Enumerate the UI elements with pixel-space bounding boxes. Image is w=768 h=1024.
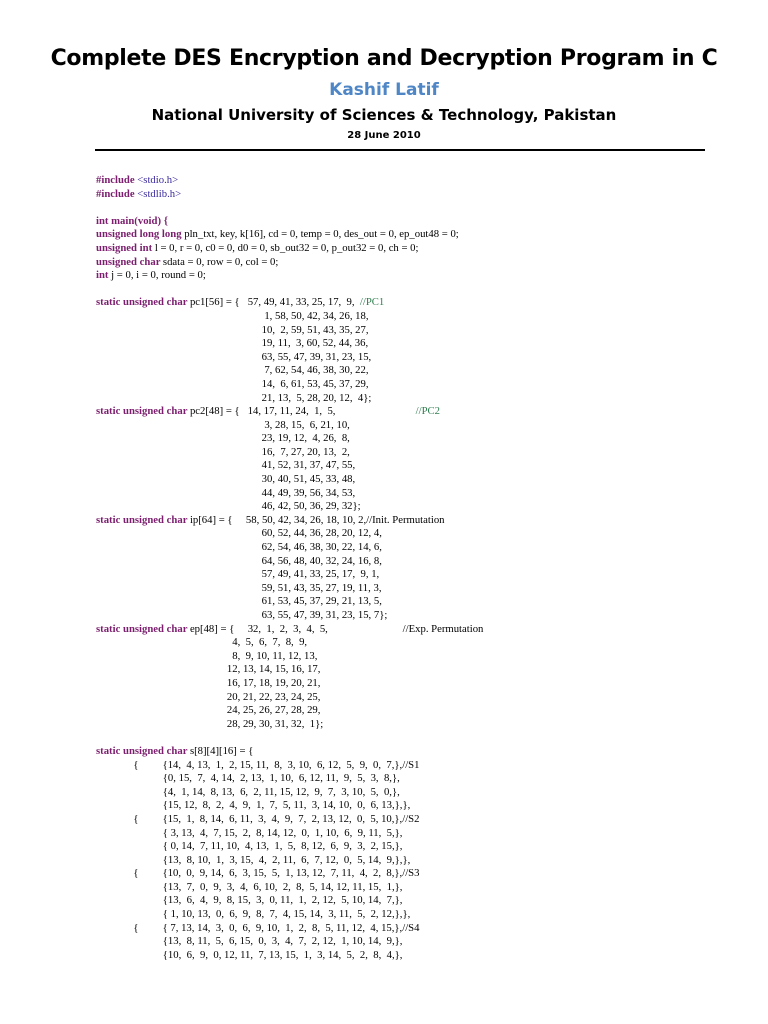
code-text: 24, 25, 26, 27, 28, 29, xyxy=(96,704,321,717)
code-text: 20, 21, 22, 23, 24, 25, xyxy=(96,690,321,703)
code-text: 12, 13, 14, 15, 16, 17, xyxy=(96,663,321,676)
code-keyword: static unsigned char xyxy=(96,405,190,418)
code-text: pc2[48] = { 14, 17, 11, 24, 1, 5, xyxy=(189,405,416,418)
code-text: 62, 54, 46, 38, 30, 22, 14, 6, xyxy=(96,541,382,554)
code-text: 60, 52, 44, 36, 28, 20, 12, 4, xyxy=(96,527,382,540)
code-line xyxy=(96,595,736,609)
code-line xyxy=(96,949,736,963)
code-text: {13, 8, 10, 1, 3, 15, 4, 2, 11, 6, 7, 12, 0, 5, 14, 9,},}, xyxy=(96,853,411,866)
code-text: {15, 12, 8, 2, 4, 9, 1, 7, 5, 11, 3, 14, 10, 0, 6, 13,},}, xyxy=(96,799,411,812)
code-text: { { 7, 13, 14, 3, 0, 6, 9, 10, 1, 2, 8, 5, 11, 12, 4, 15,},//S4 xyxy=(96,921,420,934)
document-date: 28 June 2010 xyxy=(347,130,421,141)
code-line xyxy=(96,337,736,351)
code-line xyxy=(96,378,736,392)
code-line xyxy=(96,296,736,310)
code-keyword: #include xyxy=(96,174,138,186)
code-keyword: unsigned int xyxy=(96,241,155,254)
code-text: 63, 55, 47, 39, 31, 23, 15, xyxy=(96,350,372,363)
code-line xyxy=(96,256,736,270)
code-text: 61, 53, 45, 37, 29, 21, 13, 5, xyxy=(96,595,382,608)
code-line xyxy=(96,215,736,229)
code-line xyxy=(96,527,736,541)
code-text: {4, 1, 14, 8, 13, 6, 2, 11, 15, 12, 9, 7, 3, 10, 5, 0,}, xyxy=(96,785,400,798)
code-text: { {15, 1, 8, 14, 6, 11, 3, 4, 9, 7, 2, 13, 12, 0, 5, 10,},//S2 xyxy=(96,812,420,825)
code-text: {13, 8, 11, 5, 6, 15, 0, 3, 4, 7, 2, 12, 1, 10, 14, 9,}, xyxy=(96,935,403,948)
code-text: ip[64] = { 58, 50, 42, 34, 26, 18, 10, 2,//Init. Permutation xyxy=(189,513,445,526)
code-line xyxy=(96,854,736,868)
code-line xyxy=(96,718,736,732)
code-line xyxy=(96,473,736,487)
code-text: 1, 58, 50, 42, 34, 26, 18, xyxy=(96,309,369,322)
code-text: 41, 52, 31, 37, 47, 55, xyxy=(96,459,356,472)
code-line xyxy=(96,867,736,881)
code-line xyxy=(96,432,736,446)
code-line xyxy=(96,514,736,528)
code-text: {10, 6, 9, 0, 12, 11, 7, 13, 15, 1, 3, 14, 5, 2, 8, 4,}, xyxy=(96,948,403,961)
code-text: 8, 9, 10, 11, 12, 13, xyxy=(96,649,318,662)
code-line xyxy=(96,446,736,460)
code-text: {13, 6, 4, 9, 8, 15, 3, 0, 11, 1, 2, 12, 5, 10, 14, 7,}, xyxy=(96,894,403,907)
code-text: { 3, 13, 4, 7, 15, 2, 8, 14, 12, 0, 1, 10, 6, 9, 11, 5,}, xyxy=(96,826,403,839)
code-line xyxy=(96,840,736,854)
code-text: pc1[56] = { 57, 49, 41, 33, 25, 17, 9, xyxy=(189,296,360,309)
code-line xyxy=(96,759,736,773)
code-line xyxy=(96,568,736,582)
code-line xyxy=(96,419,736,433)
code-text: 4, 5, 6, 7, 8, 9, xyxy=(96,636,308,649)
code-header-name: <stdlib.h> xyxy=(137,187,182,200)
code-line xyxy=(96,269,736,283)
title-divider xyxy=(95,149,705,151)
code-line xyxy=(96,704,736,718)
code-text: {13, 7, 0, 9, 3, 4, 6, 10, 2, 8, 5, 14, 12, 11, 15, 1,}, xyxy=(96,880,403,893)
code-text: 44, 49, 39, 56, 34, 53, xyxy=(96,486,356,499)
code-line xyxy=(96,731,736,745)
code-text: 30, 40, 51, 45, 33, 48, xyxy=(96,473,356,486)
code-text: 63, 55, 47, 39, 31, 23, 15, 7}; xyxy=(96,609,388,621)
code-text: { 0, 14, 7, 11, 10, 4, 13, 1, 5, 8, 12, 6, 9, 3, 2, 15,}, xyxy=(96,840,403,853)
code-line xyxy=(96,799,736,813)
code-line xyxy=(96,745,736,759)
code-line xyxy=(96,827,736,841)
code-keyword: unsigned long long xyxy=(96,228,185,241)
institution: National University of Sciences & Technology, Pakistan xyxy=(151,106,617,124)
code-line xyxy=(96,555,736,569)
author-name: Kashif Latif xyxy=(329,80,439,100)
code-line xyxy=(96,609,736,623)
code-text: { {10, 0, 9, 14, 6, 3, 15, 5, 1, 13, 12, 7, 11, 4, 2, 8,},//S3 xyxy=(96,867,420,880)
code-line xyxy=(96,786,736,800)
code-keyword: static unsigned char xyxy=(96,622,190,635)
code-listing xyxy=(96,174,736,962)
code-line xyxy=(96,500,736,514)
code-line xyxy=(96,351,736,365)
code-text: 14, 6, 61, 53, 45, 37, 29, xyxy=(96,377,369,390)
code-keyword: int xyxy=(96,269,112,282)
code-line xyxy=(96,324,736,338)
code-keyword: unsigned char xyxy=(96,255,163,268)
code-text: 21, 13, 5, 28, 20, 12, 4}; xyxy=(96,391,372,404)
code-line xyxy=(96,582,736,596)
code-line xyxy=(96,623,736,637)
code-line xyxy=(96,677,736,691)
code-keyword: int main(void) { xyxy=(96,214,168,227)
code-line xyxy=(96,459,736,473)
code-text: {0, 15, 7, 4, 14, 2, 13, 1, 10, 6, 12, 11, 9, 5, 3, 8,}, xyxy=(96,772,400,785)
code-line xyxy=(96,663,736,677)
code-line xyxy=(96,636,736,650)
code-text: 16, 7, 27, 20, 13, 2, xyxy=(96,445,350,458)
code-text: 7, 62, 54, 46, 38, 30, 22, xyxy=(96,364,369,377)
code-line xyxy=(96,188,736,202)
code-text: 16, 17, 18, 19, 20, 21, xyxy=(96,676,321,689)
document-title: Complete DES Encryption and Decryption Program in C xyxy=(50,46,718,71)
code-line xyxy=(96,881,736,895)
code-line xyxy=(96,364,736,378)
code-keyword: static unsigned char xyxy=(96,296,190,309)
code-text: ep[48] = { 32, 1, 2, 3, 4, 5, //Exp. Permutation xyxy=(189,622,484,635)
code-keyword: static unsigned char xyxy=(96,744,190,757)
code-line xyxy=(96,650,736,664)
code-text: 3, 28, 15, 6, 21, 10, xyxy=(96,418,350,431)
code-line xyxy=(96,894,736,908)
code-text: s[8][4][16] = { xyxy=(189,744,254,757)
code-text: 19, 11, 3, 60, 52, 44, 36, xyxy=(96,337,369,350)
code-line xyxy=(96,772,736,786)
code-line xyxy=(96,922,736,936)
code-line xyxy=(96,487,736,501)
code-text: 57, 49, 41, 33, 25, 17, 9, 1, xyxy=(96,568,380,581)
code-text: { {14, 4, 13, 1, 2, 15, 11, 8, 3, 10, 6, 12, 5, 9, 0, 7,},//S1 xyxy=(96,758,420,771)
code-text: j = 0, i = 0, round = 0; xyxy=(111,269,206,282)
code-comment: //PC1 xyxy=(359,296,385,309)
code-line xyxy=(96,405,736,419)
code-text: 46, 42, 50, 36, 29, 32}; xyxy=(96,500,361,513)
code-line xyxy=(96,283,736,297)
code-text: { 1, 10, 13, 0, 6, 9, 8, 7, 4, 15, 14, 3, 11, 5, 2, 12,},}, xyxy=(96,908,411,921)
code-line xyxy=(96,691,736,705)
code-header-name: <stdio.h> xyxy=(137,174,179,186)
code-line xyxy=(96,813,736,827)
code-comment: //PC2 xyxy=(415,405,440,418)
code-line xyxy=(96,908,736,922)
code-line xyxy=(96,201,736,215)
code-text: 23, 19, 12, 4, 26, 8, xyxy=(96,432,350,445)
code-text: pln_txt, key, k[16], cd = 0, temp = 0, des_out = 0, ep_out48 = 0; xyxy=(184,228,459,241)
code-text: sdata = 0, row = 0, col = 0; xyxy=(162,255,279,268)
code-text: l = 0, r = 0, c0 = 0, d0 = 0, sb_out32 = 0, p_out32 = 0, ch = 0; xyxy=(154,241,419,254)
code-line xyxy=(96,541,736,555)
code-keyword: #include xyxy=(96,187,138,200)
code-line xyxy=(96,174,736,188)
code-text: 64, 56, 48, 40, 32, 24, 16, 8, xyxy=(96,554,382,567)
code-line xyxy=(96,935,736,949)
code-text: 59, 51, 43, 35, 27, 19, 11, 3, xyxy=(96,581,382,594)
code-line xyxy=(96,392,736,406)
code-text: 10, 2, 59, 51, 43, 35, 27, xyxy=(96,323,369,336)
code-line xyxy=(96,228,736,242)
code-text: 28, 29, 30, 31, 32, 1}; xyxy=(96,717,324,730)
code-line xyxy=(96,310,736,324)
code-keyword: static unsigned char xyxy=(96,513,190,526)
code-line xyxy=(96,242,736,256)
